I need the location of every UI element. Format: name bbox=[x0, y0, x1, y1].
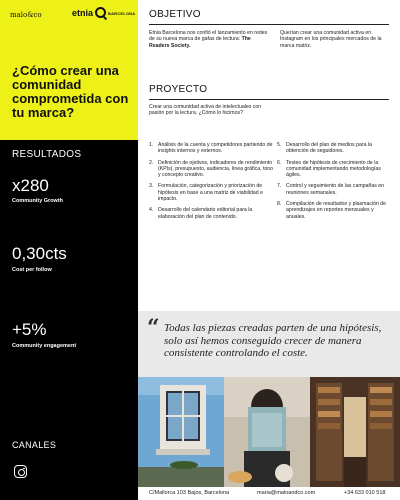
list-item: 2. Definición de ojetivos, indicadores de rendimiento (KPIs), presupuesto, audiencia, línea gráfica, tono y concepto creativo. bbox=[149, 159, 274, 179]
footer-email[interactable]: maria@maloandco.com bbox=[257, 490, 316, 496]
left-column bbox=[0, 0, 138, 500]
bookshop-photo bbox=[310, 377, 400, 487]
project-intro: Crear una comunidad activa de intelectuales con pasión por la lectura. ¿Cómo lo hicimos? bbox=[149, 104, 262, 117]
hero-panel bbox=[0, 0, 138, 140]
stat-label: Cost per follow bbox=[12, 267, 52, 273]
list-item: 8. Compilación de resultados y plasmación de aprendizajes en reportes mensuales y anuales. bbox=[277, 201, 387, 220]
footer-address: C/Mallorca 103 Bajos, Barcelona bbox=[149, 490, 230, 496]
objective-right-text: Querían crear una comunidad activa en Instagram en los principales mercados de la marca matriz. bbox=[280, 30, 382, 49]
divider bbox=[149, 24, 389, 25]
channels-title: CANALES bbox=[12, 440, 57, 450]
quote-mark-icon: “ bbox=[147, 315, 160, 341]
list-item: 5. Desarrollo del plan de medios para la obtención de seguidores. bbox=[277, 142, 372, 155]
objective-title: OBJETIVO bbox=[149, 9, 201, 20]
reader-photo bbox=[224, 377, 310, 487]
stat-value: +5% bbox=[12, 320, 47, 339]
stat-label: Community engagement bbox=[12, 343, 77, 349]
stat-label: Community Growth bbox=[12, 198, 64, 204]
list-item: 7. Control y seguimiento de las campañas en reuniones semanales. bbox=[277, 183, 385, 196]
results-panel bbox=[0, 140, 138, 500]
instagram-icon[interactable] bbox=[14, 465, 27, 478]
page-headline: ¿Cómo crear una comunidad comprometida con tu marca? bbox=[12, 63, 129, 120]
list-item: 1. Análisis de la cuenta y competidores partiendo de insights internos y externos. bbox=[149, 142, 273, 155]
footer-phone[interactable]: +34 633 010 518 bbox=[344, 490, 386, 496]
window-photo bbox=[138, 377, 224, 487]
agency-logo: malo&co bbox=[10, 11, 42, 19]
client-logo-sub: BARCELONA bbox=[108, 11, 136, 16]
project-title: PROYECTO bbox=[149, 84, 208, 95]
quote-text: Todas las piezas creadas parten de una hipótesis, solo así hemos conseguido crecer de manera consistente controlando el coste. bbox=[164, 322, 382, 359]
objective-left-text: Etnia Barcelona nos confió el lanzamiento en redes de su nueva marca de gafas de lectura: The Readers Society. bbox=[149, 30, 268, 49]
list-item: 6. Testeo de hipótesis de crecimiento de la comunidad implementando metodologías ágiles. bbox=[277, 159, 381, 179]
list-item: 4. Desarrollo del calendario editorial para la elaboración del plan de contenido. bbox=[149, 207, 253, 220]
quote-band bbox=[138, 311, 400, 377]
client-logo: etnia bbox=[72, 8, 94, 18]
stat-value: x280 bbox=[12, 176, 49, 195]
steps-list-left bbox=[149, 142, 277, 225]
list-item: 3. Formulación, categorización y priorización de hipótesis en base a una matriz de viabilidad e impacto. bbox=[149, 183, 263, 203]
divider bbox=[149, 99, 389, 100]
stat-value: 0,30cts bbox=[12, 244, 67, 263]
steps-list-right bbox=[277, 142, 389, 225]
client-logo-mark bbox=[95, 7, 106, 18]
results-title: RESULTADOS bbox=[12, 149, 82, 160]
product-name: The Readers Society. bbox=[149, 36, 251, 49]
